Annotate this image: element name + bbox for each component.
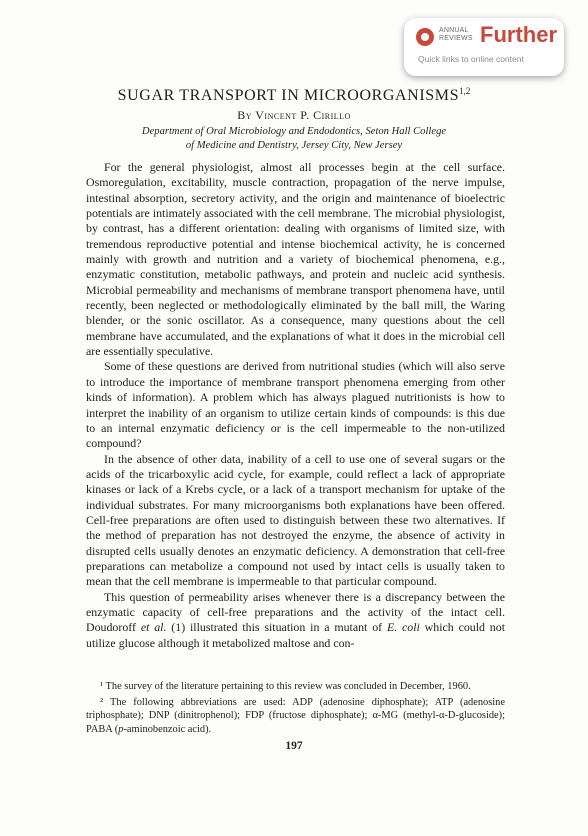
quick-links-text[interactable]: Quick links to online content xyxy=(418,54,524,64)
p4-etal: et al. xyxy=(140,620,167,635)
footnote-2-text-b: -aminobenzoic acid). xyxy=(123,723,212,735)
further-label[interactable]: Further xyxy=(480,22,557,47)
p4-ecoli: E. coli xyxy=(386,620,420,635)
article-author: By Vincent P. Cirillo xyxy=(237,108,351,122)
further-badge[interactable] xyxy=(404,18,564,76)
paragraph-1: For the general physiologist, almost all processes begin at the cell surface. Osmoregulation, excitability, muscle contraction, propagation of the nerve impulse, intestinal absorption, secretory activity, and the origin and maintenance of bioelectric potentials are intimately associated with the cell membrane. The microbial physiologist, by contrast, has a different orientation: dealing with organisms of limited size, with tremendous reproductive potential and intense biochemical activity, he is concerned mainly with growth and nutrition and a variety of biochemical phenomena, e.g., enzymatic constitution, metabolic pathways, and protein and nucleic acid synthesis. Microbial permeability and mechanisms of membrane transport phenomena have, until recently, been neglected or methodologically eliminated by the ball mill, the Waring blender, or the sonic oscillator. As a consequence, many questions about the cell membrane have accumulated, and the explanations of what it does in the microbial cell are essentially speculative. xyxy=(86,160,505,359)
paragraph-2: Some of these questions are derived from nutritional studies (which will also serve to introduce the importance of membrane transport phenomena emerging from other kinds of information). A problem which has always plagued nutritionists is how to interpret the inability of an organism to utilize certain kinds of compounds: is this due to an internal enzymatic deficiency or is the cell impermeable to the non-utilized compound? xyxy=(86,359,505,451)
p4-text-b: (1) illustrated this situation in a mutant of xyxy=(166,620,387,635)
paragraph-4 xyxy=(86,590,505,651)
p4-text-c: which could not utilize glucose although it metabolized maltose and con- xyxy=(86,620,506,650)
affiliation-line-1: Department of Oral Microbiology and Endodontics, Seton Hall College xyxy=(141,126,447,137)
annual-reviews-logo-icon xyxy=(416,28,434,46)
footnote-2 xyxy=(86,696,505,737)
footnote-2-text-a: ² The following abbreviations are used: ADP (adenosine diphosphate); ATP (adenosine triphosphate); DNP (dinitrophenol); FDP (fructose diphosphate); α-MG (methyl-α-D-glucoside); PABA ( xyxy=(86,696,505,735)
brand-line-2: REVIEWS xyxy=(439,35,473,42)
p4-text-a: This question of permeability arises whenever there is a discrepancy between the enzymatic capacity of cell-free preparations and the activity of the intact cell. Doudoroff xyxy=(86,589,505,635)
title-text: SUGAR TRANSPORT IN MICROORGANISMS xyxy=(117,87,460,104)
brand-line-1: ANNUAL xyxy=(439,27,469,34)
article-title xyxy=(0,86,588,105)
page-number: 197 xyxy=(285,740,303,752)
paragraph-3: In the absence of other data, inability of a cell to use one of several sugars or the acids of the tricarboxylic acid cycle, for example, could reflect a lack of appropriate kinases or lack of a Krebs cycle, or a lack of a transport mechanism for uptake of the individual substrates. For many microorganisms both explanations have been offered. Cell-free preparations are often used to distinguish between these two alternatives. If the method of preparation has not destroyed the enzyme, the absence of activity in disrupted cells usually denotes an enzymatic deficiency. A demonstration that cell-free preparations can metabolize a compound not used by intact cells is usually taken to mean that the cell membrane is impermeable to that particular compound. xyxy=(86,451,505,589)
title-footnote-ref: 1,2 xyxy=(459,86,471,96)
badge-brand xyxy=(439,27,479,43)
article-body xyxy=(86,160,505,651)
affiliation-line-2: of Medicine and Dentistry, Jersey City, New Jersey xyxy=(185,140,403,151)
footnotes xyxy=(86,680,505,736)
footnote-2-p: p xyxy=(118,723,124,735)
footnote-1: ¹ The survey of the literature pertaining to this review was concluded in December, 1960. xyxy=(100,681,471,692)
